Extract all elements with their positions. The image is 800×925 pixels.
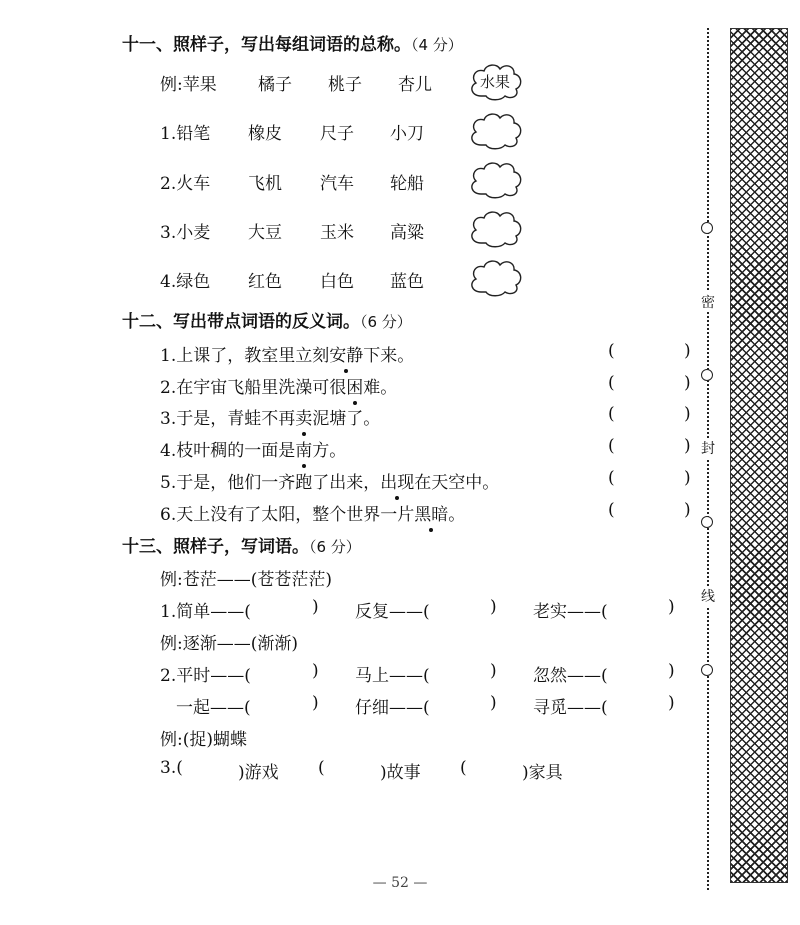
answer-close-paren: ) xyxy=(684,468,691,488)
s13-q1-c[interactable]: 老实——( xyxy=(533,602,608,622)
page-number: — 52 — xyxy=(372,875,428,891)
s11-word: 高粱 xyxy=(390,223,424,243)
s13-q2-b[interactable]: 马上——( xyxy=(355,666,430,686)
binding-ring xyxy=(701,664,713,676)
s12-pre: 1.上课了，教室里立刻 xyxy=(160,346,330,366)
answer-cloud[interactable] xyxy=(467,160,523,200)
s13-q3-open-1[interactable]: 3.( xyxy=(160,758,183,778)
section-11-score: （4 分） xyxy=(411,36,463,54)
s11-word: 橡皮 xyxy=(248,124,282,144)
s11-word: 大豆 xyxy=(248,223,282,243)
s12-sentence xyxy=(160,436,346,461)
s13-q2-a[interactable]: 2.平时——( xyxy=(160,666,251,686)
s12-pre: 2.在宇宙飞船里洗澡可 xyxy=(160,378,330,398)
s12-sentence xyxy=(160,373,397,398)
s11-word: 2.火车 xyxy=(160,174,211,194)
section-13-title-text: 十三、照样子，写词语。 xyxy=(122,537,309,557)
answer-close-paren: ) xyxy=(684,436,691,456)
s11-word: 杏儿 xyxy=(398,75,432,95)
s12-post: 。 xyxy=(380,378,398,398)
s12-dotted-word: 南 xyxy=(295,441,313,461)
s13-q3-word-3: )家具 xyxy=(522,763,563,783)
section-11-title xyxy=(122,30,463,55)
close-paren: ) xyxy=(490,597,497,617)
s12-sentence xyxy=(160,500,465,525)
s12-post: 泥塘了。 xyxy=(312,409,381,429)
close-paren: ) xyxy=(668,693,675,713)
answer-close-paren: ) xyxy=(684,341,691,361)
s13-example-1: 例:苍茫——(苍苍茫茫) xyxy=(160,570,332,590)
close-paren: ) xyxy=(490,661,497,681)
close-paren: ) xyxy=(668,661,675,681)
binding-char: 封 xyxy=(701,438,715,458)
answer-cloud-text xyxy=(467,160,523,200)
s12-post: 方。 xyxy=(312,441,347,461)
close-paren: ) xyxy=(490,693,497,713)
answer-open-paren[interactable]: ( xyxy=(608,341,615,361)
answer-cloud[interactable] xyxy=(467,209,523,249)
s12-sentence xyxy=(160,404,380,429)
s12-pre: 3.于是，青蛙不再 xyxy=(160,409,296,429)
s12-dotted-word: 很困难 xyxy=(329,378,381,398)
s13-q3-open-3[interactable]: ( xyxy=(460,758,467,778)
s12-sentence xyxy=(160,341,414,366)
answer-open-paren[interactable]: ( xyxy=(608,468,615,488)
s13-q1-a[interactable]: 1.简单——( xyxy=(160,602,251,622)
s11-word: 红色 xyxy=(248,272,282,292)
s13-q2-c[interactable]: 忽然——( xyxy=(533,666,608,686)
s12-dotted-word: 卖 xyxy=(295,409,313,429)
answer-open-paren[interactable]: ( xyxy=(608,373,615,393)
s12-pre: 6.天上没有了太阳，整个世界一片 xyxy=(160,505,415,525)
answer-cloud-text xyxy=(467,209,523,249)
s12-dotted-word: 黑暗 xyxy=(414,505,449,525)
section-11-title-text: 十一、照样子，写出每组词语的总称。 xyxy=(122,35,411,55)
s13-q2-e[interactable]: 仔细——( xyxy=(355,698,430,718)
answer-cloud[interactable] xyxy=(467,111,523,151)
s11-word: 4.绿色 xyxy=(160,272,211,292)
binding-char: 密 xyxy=(701,292,715,312)
binding-ring xyxy=(701,516,713,528)
close-paren: ) xyxy=(312,661,319,681)
s11-word: 蓝色 xyxy=(390,272,424,292)
binding-dotted-line xyxy=(707,28,709,890)
close-paren: ) xyxy=(312,597,319,617)
section-12-title xyxy=(122,307,412,332)
s12-pre: 5.于是，他们一齐跑了出来， xyxy=(160,473,381,493)
s11-word: 尺子 xyxy=(320,124,354,144)
answer-cloud-text xyxy=(467,258,523,298)
binding-pattern-strip xyxy=(730,28,788,883)
answer-cloud[interactable] xyxy=(467,258,523,298)
binding-ring xyxy=(701,222,713,234)
close-paren: ) xyxy=(668,597,675,617)
section-12-title-text: 十二、写出带点词语的反义词。 xyxy=(122,312,360,332)
s11-word: 玉米 xyxy=(320,223,354,243)
answer-close-paren: ) xyxy=(684,373,691,393)
answer-cloud-text xyxy=(467,111,523,151)
s13-q2-d[interactable]: 一起——( xyxy=(176,698,251,718)
s13-q3-word-2: )故事 xyxy=(380,763,421,783)
close-paren: ) xyxy=(312,693,319,713)
s11-word: 轮船 xyxy=(390,174,424,194)
s13-example-3: 例:(捉)蝴蝶 xyxy=(160,730,247,750)
s13-q3-open-2[interactable]: ( xyxy=(318,758,325,778)
s11-word: 飞机 xyxy=(248,174,282,194)
answer-cloud[interactable] xyxy=(467,62,523,102)
answer-open-paren[interactable]: ( xyxy=(608,404,615,424)
answer-cloud-text: 水果 xyxy=(479,73,510,91)
s12-post: 下来。 xyxy=(363,346,415,366)
s11-word: 3.小麦 xyxy=(160,223,211,243)
s11-word: 例:苹果 xyxy=(160,75,217,95)
s12-sentence xyxy=(160,468,499,493)
s11-word: 汽车 xyxy=(320,174,354,194)
section-12-score: （6 分） xyxy=(360,313,412,331)
binding-char: 线 xyxy=(701,586,715,606)
s11-word: 1.铅笔 xyxy=(160,124,211,144)
answer-open-paren[interactable]: ( xyxy=(608,500,615,520)
section-13-title xyxy=(122,532,361,557)
s11-word: 桃子 xyxy=(328,75,362,95)
s13-q2-f[interactable]: 寻觅——( xyxy=(533,698,608,718)
s13-q1-b[interactable]: 反复——( xyxy=(355,602,430,622)
s11-word: 橘子 xyxy=(258,75,292,95)
s12-dotted-word: 出现 xyxy=(380,473,415,493)
s12-dotted-word: 安静 xyxy=(329,346,364,366)
s13-example-2: 例:逐渐——(渐渐) xyxy=(160,634,298,654)
binding-ring xyxy=(701,369,713,381)
answer-close-paren: ) xyxy=(684,404,691,424)
s12-pre: 4.枝叶稠的一面是 xyxy=(160,441,296,461)
section-13-score: （6 分） xyxy=(309,538,361,556)
s12-post: 。 xyxy=(448,505,466,525)
answer-open-paren[interactable]: ( xyxy=(608,436,615,456)
answer-close-paren: ) xyxy=(684,500,691,520)
s12-post: 在天空中。 xyxy=(414,473,500,493)
s11-word: 小刀 xyxy=(390,124,424,144)
s11-word: 白色 xyxy=(320,272,354,292)
s13-q3-word-1: )游戏 xyxy=(238,763,279,783)
